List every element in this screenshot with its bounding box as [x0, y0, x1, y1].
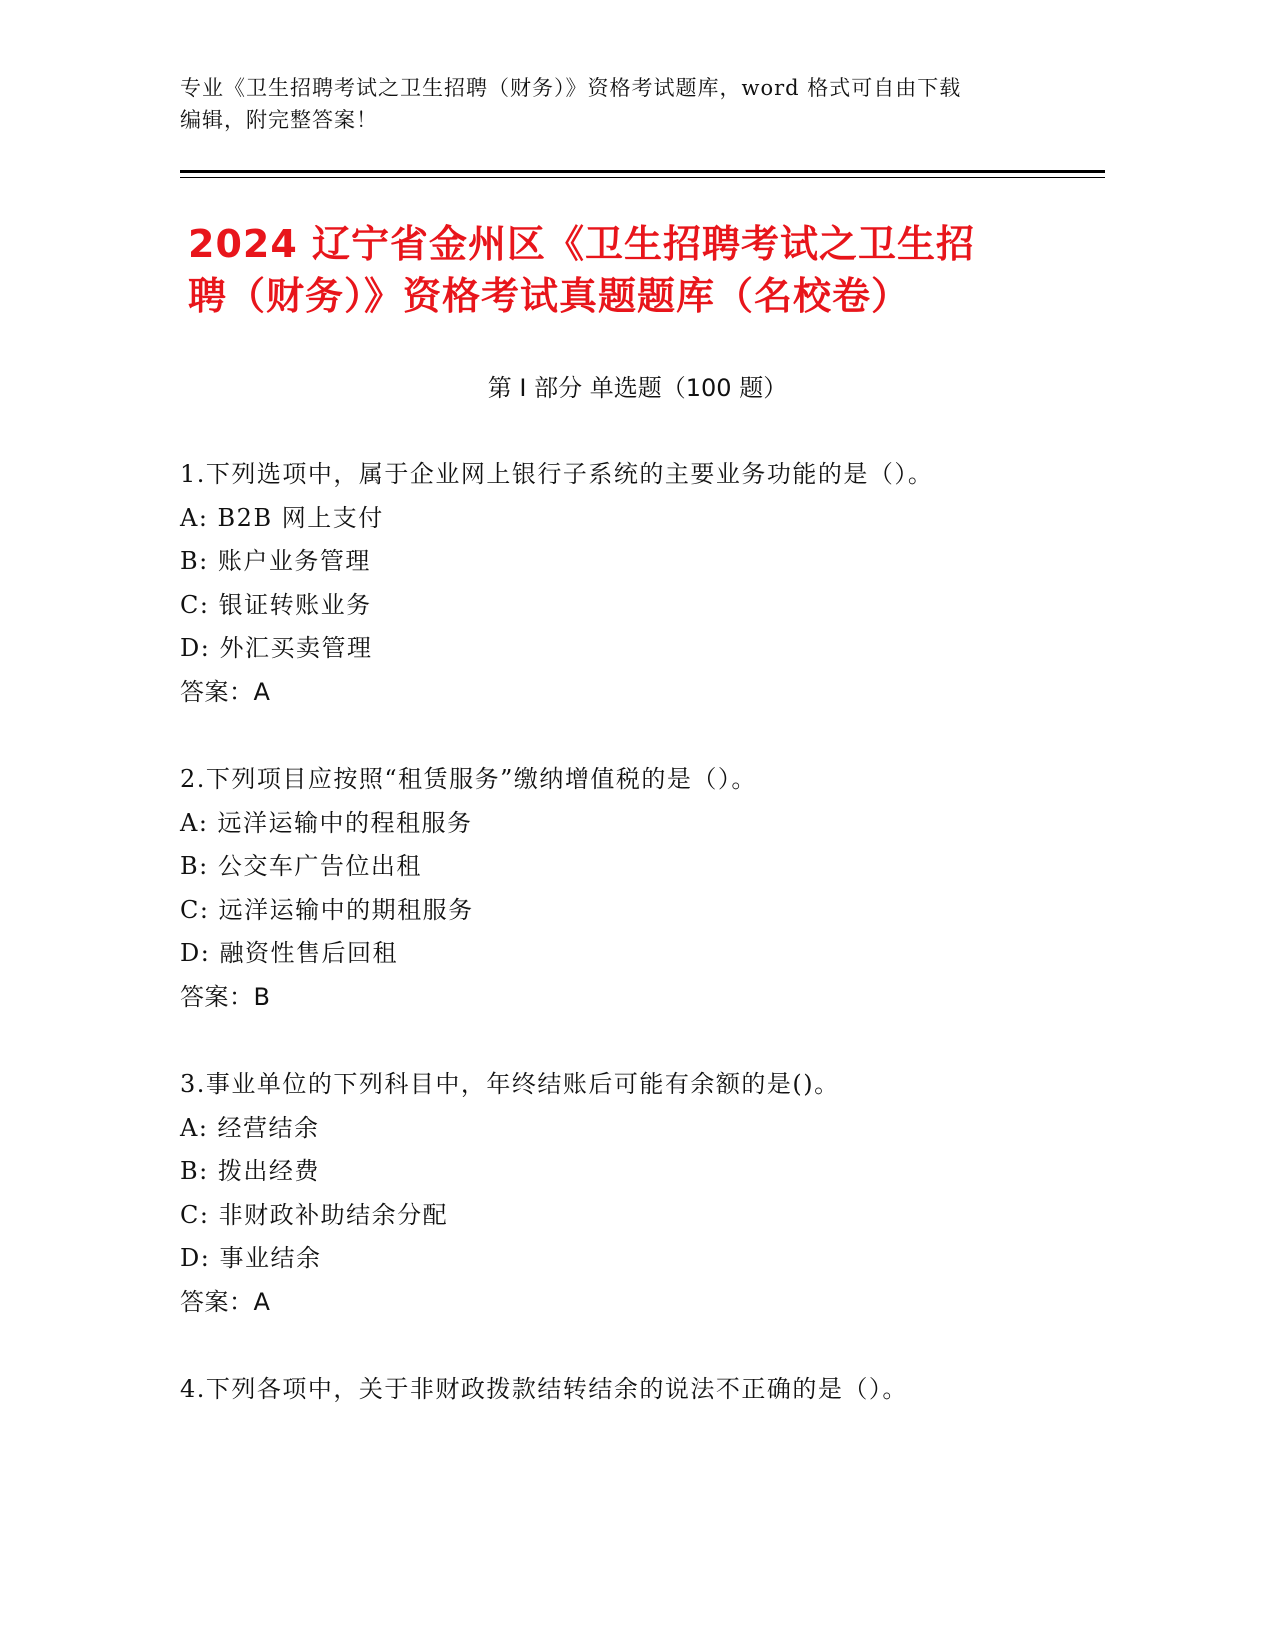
document-title-line-2: 聘（财务）》资格考试真题题库（名校卷） — [188, 274, 911, 318]
question-stem: 3.事业单位的下列科目中，年终结账后可能有余额的是()。 — [180, 1070, 840, 1098]
option-b: B: 账户业务管理 — [180, 547, 371, 575]
option-c: C: 银证转账业务 — [180, 590, 372, 619]
answer: 答案：A — [180, 1287, 271, 1316]
option-a: A: 远洋运输中的程租服务 — [180, 808, 473, 837]
option-d: D: 外汇买卖管理 — [180, 634, 373, 662]
header-note-line-2: 编辑，附完整答案！ — [180, 108, 378, 132]
document-title — [188, 218, 1088, 322]
option-b: B: 公交车广告位出租 — [180, 852, 422, 880]
question-2 — [180, 758, 1080, 1019]
question-4 — [180, 1368, 1080, 1412]
header-note-line-1: 专业《卫生招聘考试之卫生招聘（财务）》资格考试题库，word 格式可自由下载 — [180, 76, 962, 100]
option-d: D: 事业结余 — [180, 1244, 322, 1272]
option-c: C: 远洋运输中的期租服务 — [180, 895, 474, 924]
section-title: 第 I 部分 单选题（100 题） — [487, 374, 788, 402]
question-stem: 2.下列项目应按照“租赁服务”缴纳增值税的是（）。 — [180, 765, 757, 793]
question-stem: 4.下列各项中，关于非财政拨款结转结余的说法不正确的是（）。 — [180, 1375, 908, 1403]
header-note — [180, 72, 1060, 136]
option-a: A: 经营结余 — [180, 1113, 320, 1142]
question-stem: 1.下列选项中，属于企业网上银行子系统的主要业务功能的是（）。 — [180, 460, 934, 488]
option-d: D: 融资性售后回租 — [180, 939, 398, 967]
option-a: A: B2B 网上支付 — [180, 503, 384, 532]
option-c: C: 非财政补助结余分配 — [180, 1200, 449, 1229]
header-rule-thin — [180, 177, 1105, 178]
answer: 答案：A — [180, 677, 271, 706]
option-b: B: 拨出经费 — [180, 1157, 320, 1185]
question-1 — [180, 453, 1080, 714]
answer: 答案：B — [180, 982, 271, 1011]
header-rule-thick — [180, 170, 1105, 173]
question-3 — [180, 1063, 1080, 1324]
document-title-line-1: 2024 辽宁省金州区《卫生招聘考试之卫生招 — [188, 222, 975, 266]
